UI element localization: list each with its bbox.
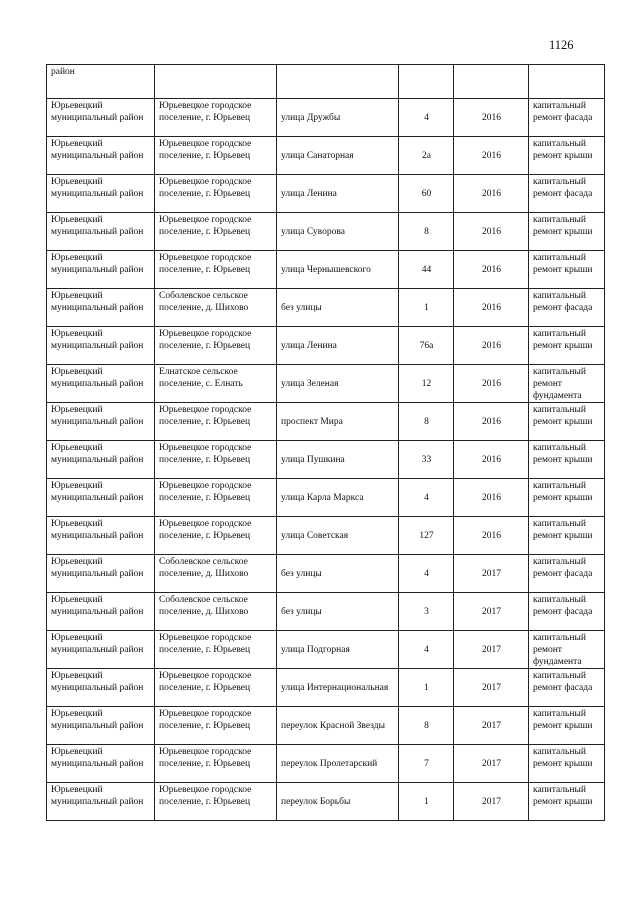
cell-year: 2016	[454, 441, 529, 479]
cell-year: 2016	[454, 213, 529, 251]
cell-house: 1	[399, 783, 454, 821]
page-number: 1126	[549, 38, 574, 52]
cell-work: капитальный ремонт крыши	[529, 137, 605, 175]
table-row	[47, 365, 605, 403]
cell-district: район	[47, 65, 155, 99]
cell-house: 76а	[399, 327, 454, 365]
cell-year: 2017	[454, 707, 529, 745]
cell-work: капитальный ремонт крыши	[529, 441, 605, 479]
table-row	[47, 213, 605, 251]
cell-settlement: Юрьевецкое городское поселение, г. Юрьевец	[155, 213, 277, 251]
cell-settlement: Юрьевецкое городское поселение, г. Юрьевец	[155, 99, 277, 137]
cell-district: Юрьевецкий муниципальный район	[47, 669, 155, 707]
cell-house: 2а	[399, 137, 454, 175]
table-row	[47, 99, 605, 137]
cell-street: улица Зеленая	[277, 365, 399, 403]
cell-district: Юрьевецкий муниципальный район	[47, 251, 155, 289]
cell-street: проспект Мира	[277, 403, 399, 441]
cell-year: 2016	[454, 403, 529, 441]
cell-work: капитальный ремонт фасада	[529, 289, 605, 327]
cell-house: 4	[399, 631, 454, 669]
cell-settlement: Елнатское сельское поселение, с. Елнать	[155, 365, 277, 403]
cell-street: улица Дружбы	[277, 99, 399, 137]
cell-settlement: Юрьевецкое городское поселение, г. Юрьевец	[155, 327, 277, 365]
cell-work: капитальный ремонт фасада	[529, 669, 605, 707]
table-row	[47, 517, 605, 555]
cell-settlement: Юрьевецкое городское поселение, г. Юрьевец	[155, 137, 277, 175]
continued-row	[47, 65, 605, 99]
cell-house: 33	[399, 441, 454, 479]
cell-work: капитальный ремонт фасада	[529, 555, 605, 593]
cell-street: улица Суворова	[277, 213, 399, 251]
table-row	[47, 327, 605, 365]
cell-street	[277, 65, 399, 99]
cell-district: Юрьевецкий муниципальный район	[47, 213, 155, 251]
table-row	[47, 441, 605, 479]
cell-year: 2016	[454, 99, 529, 137]
cell-year: 2016	[454, 327, 529, 365]
cell-year: 2017	[454, 669, 529, 707]
cell-house: 8	[399, 707, 454, 745]
cell-settlement: Соболевское сельское поселение, д. Шихово	[155, 555, 277, 593]
cell-house: 4	[399, 99, 454, 137]
cell-year: 2017	[454, 783, 529, 821]
cell-house: 12	[399, 365, 454, 403]
cell-house	[399, 65, 454, 99]
cell-street: без улицы	[277, 593, 399, 631]
cell-settlement: Юрьевецкое городское поселение, г. Юрьевец	[155, 175, 277, 213]
cell-street: улица Пушкина	[277, 441, 399, 479]
cell-district: Юрьевецкий муниципальный район	[47, 555, 155, 593]
table-row	[47, 289, 605, 327]
cell-district: Юрьевецкий муниципальный район	[47, 327, 155, 365]
cell-settlement: Юрьевецкое городское поселение, г. Юрьевец	[155, 745, 277, 783]
cell-settlement: Юрьевецкое городское поселение, г. Юрьевец	[155, 631, 277, 669]
cell-house: 7	[399, 745, 454, 783]
cell-district: Юрьевецкий муниципальный район	[47, 99, 155, 137]
cell-house: 127	[399, 517, 454, 555]
cell-house: 8	[399, 403, 454, 441]
table-row	[47, 593, 605, 631]
cell-street: без улицы	[277, 289, 399, 327]
cell-work: капитальный ремонт крыши	[529, 251, 605, 289]
cell-district: Юрьевецкий муниципальный район	[47, 783, 155, 821]
table-body	[47, 65, 605, 821]
cell-district: Юрьевецкий муниципальный район	[47, 517, 155, 555]
cell-district: Юрьевецкий муниципальный район	[47, 403, 155, 441]
cell-street: улица Ленина	[277, 327, 399, 365]
cell-district: Юрьевецкий муниципальный район	[47, 137, 155, 175]
cell-year: 2017	[454, 745, 529, 783]
cell-work: капитальный ремонт крыши	[529, 783, 605, 821]
cell-street: переулок Борьбы	[277, 783, 399, 821]
cell-year: 2016	[454, 251, 529, 289]
cell-year: 2016	[454, 365, 529, 403]
cell-work: капитальный ремонт крыши	[529, 707, 605, 745]
cell-house: 1	[399, 289, 454, 327]
cell-settlement: Юрьевецкое городское поселение, г. Юрьевец	[155, 669, 277, 707]
cell-district: Юрьевецкий муниципальный район	[47, 365, 155, 403]
cell-settlement: Соболевское сельское поселение, д. Шихово	[155, 593, 277, 631]
cell-district: Юрьевецкий муниципальный район	[47, 479, 155, 517]
cell-year: 2016	[454, 175, 529, 213]
cell-work: капитальный ремонт фасада	[529, 99, 605, 137]
cell-district: Юрьевецкий муниципальный район	[47, 707, 155, 745]
cell-house: 3	[399, 593, 454, 631]
cell-settlement: Соболевское сельское поселение, д. Шихово	[155, 289, 277, 327]
cell-house: 1	[399, 669, 454, 707]
table-row	[47, 745, 605, 783]
cell-year: 2017	[454, 555, 529, 593]
table-row	[47, 251, 605, 289]
cell-work: капитальный ремонт фасада	[529, 175, 605, 213]
cell-street: улица Санаторная	[277, 137, 399, 175]
cell-work: капитальный ремонт фасада	[529, 593, 605, 631]
cell-settlement: Юрьевецкое городское поселение, г. Юрьевец	[155, 251, 277, 289]
cell-street: без улицы	[277, 555, 399, 593]
cell-house: 8	[399, 213, 454, 251]
cell-work: капитальный ремонт крыши	[529, 479, 605, 517]
cell-work: капитальный ремонт крыши	[529, 403, 605, 441]
cell-settlement: Юрьевецкое городское поселение, г. Юрьевец	[155, 707, 277, 745]
cell-year	[454, 65, 529, 99]
cell-work: капитальный ремонт фундамента	[529, 631, 605, 669]
cell-year: 2016	[454, 517, 529, 555]
table-row	[47, 479, 605, 517]
cell-year: 2016	[454, 289, 529, 327]
cell-district: Юрьевецкий муниципальный район	[47, 745, 155, 783]
cell-district: Юрьевецкий муниципальный район	[47, 593, 155, 631]
cell-work: капитальный ремонт крыши	[529, 745, 605, 783]
cell-settlement: Юрьевецкое городское поселение, г. Юрьевец	[155, 403, 277, 441]
cell-work: капитальный ремонт крыши	[529, 327, 605, 365]
cell-street: улица Ленина	[277, 175, 399, 213]
cell-settlement	[155, 65, 277, 99]
table-row	[47, 669, 605, 707]
cell-district: Юрьевецкий муниципальный район	[47, 441, 155, 479]
cell-year: 2017	[454, 631, 529, 669]
cell-street: переулок Красной Звезды	[277, 707, 399, 745]
cell-street: улица Советская	[277, 517, 399, 555]
cell-year: 2016	[454, 137, 529, 175]
cell-street: улица Интернациональная	[277, 669, 399, 707]
cell-settlement: Юрьевецкое городское поселение, г. Юрьевец	[155, 441, 277, 479]
cell-street: улица Карла Маркса	[277, 479, 399, 517]
table-row	[47, 707, 605, 745]
cell-house: 4	[399, 479, 454, 517]
cell-work: капитальный ремонт крыши	[529, 517, 605, 555]
table-row	[47, 555, 605, 593]
table-row	[47, 631, 605, 669]
table-row	[47, 137, 605, 175]
cell-street: переулок Пролетарский	[277, 745, 399, 783]
cell-district: Юрьевецкий муниципальный район	[47, 289, 155, 327]
cell-street: улица Чернышевского	[277, 251, 399, 289]
cell-work: капитальный ремонт крыши	[529, 213, 605, 251]
table-row	[47, 783, 605, 821]
cell-house: 44	[399, 251, 454, 289]
repair-schedule-table	[46, 64, 605, 821]
cell-street: улица Подгорная	[277, 631, 399, 669]
cell-settlement: Юрьевецкое городское поселение, г. Юрьевец	[155, 479, 277, 517]
cell-settlement: Юрьевецкое городское поселение, г. Юрьевец	[155, 517, 277, 555]
table-row	[47, 175, 605, 213]
cell-house: 4	[399, 555, 454, 593]
cell-district: Юрьевецкий муниципальный район	[47, 631, 155, 669]
cell-settlement: Юрьевецкое городское поселение, г. Юрьевец	[155, 783, 277, 821]
table-row	[47, 403, 605, 441]
cell-district: Юрьевецкий муниципальный район	[47, 175, 155, 213]
cell-house: 60	[399, 175, 454, 213]
cell-work	[529, 65, 605, 99]
cell-year: 2017	[454, 593, 529, 631]
cell-work: капитальный ремонт фундамента	[529, 365, 605, 403]
cell-year: 2016	[454, 479, 529, 517]
